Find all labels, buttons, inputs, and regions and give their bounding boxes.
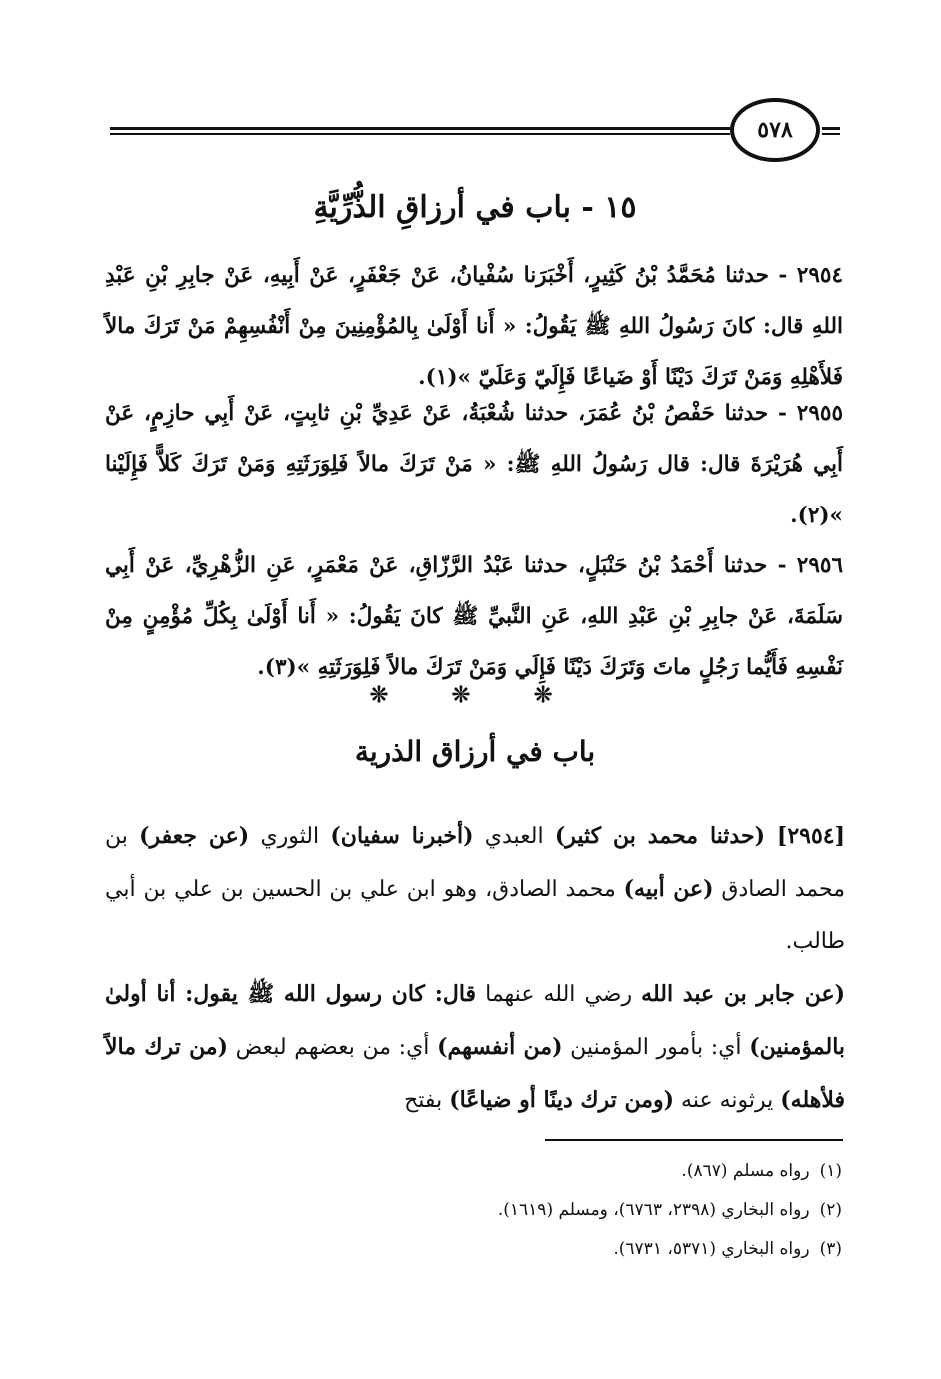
footnote-3 (110, 1230, 842, 1269)
commentary-text: بن محمد الصادق (105, 824, 845, 902)
footnotes (110, 1152, 842, 1269)
commentary-text: العبدي (473, 824, 555, 849)
commentary-quote: (أخبرنا سفيان) (330, 823, 474, 849)
commentary-quote: [٢٩٥٤] (حدثنا محمد بن كثير) (554, 823, 845, 849)
hadith-2955: ٢٩٥٥ - حدثنا حَفْصُ بْنُ عُمَرَ، حدثنا شُعْبَةُ، عَنْ عَدِيِّ بْنِ ثابِتٍ، عَنْ أَبِي حازِمٍ، عَنْ أَبِي هُرَيْرَةَ قال: قال رَسُولُ اللهِ ﷺ: « مَنْ تَرَكَ مالاً فَلِوَرَثَتِهِ وَمَنْ تَرَكَ كَلاًّ فَإِلَيْنا »(٢). (105, 401, 843, 528)
commentary-quote: (عن أبيه) (623, 876, 714, 902)
footnote-mark: (٣) (819, 1239, 842, 1259)
footnote-text: رواه البخاري (٥٣٧١، ٦٧٣١). (613, 1239, 810, 1259)
footnote-text: رواه البخاري (٢٣٩٨، ٦٧٦٣)، ومسلم (١٦١٩). (497, 1200, 810, 1220)
header-rule-tail (822, 127, 840, 130)
footnote-text: رواه مسلم (٨٦٧). (681, 1161, 810, 1181)
footnote-2 (110, 1191, 842, 1230)
commentary-quote: قال: كان رسول الله ﷺ يقول: أنا أولىٰ بالمؤمنين) (105, 981, 846, 1060)
header-rule-tail-thin (822, 133, 840, 135)
commentary-text: رضي الله عنهما (476, 982, 642, 1007)
commentary-text: بفتح (404, 1088, 450, 1113)
page-number: ٥٧٨ (730, 98, 820, 162)
commentary-text: محمد الصادق، وهو ابن علي بن الحسين بن علي بن أبي طالب. (105, 877, 845, 954)
commentary-title: باب في أرزاق الذرية (354, 735, 596, 768)
footnote-1 (110, 1152, 842, 1191)
commentary-quote: (من أنفسهم) (437, 1034, 563, 1060)
commentary-quote: (عن جابر بن عبد الله (641, 981, 846, 1007)
commentary-text: أي: من بعضهم لبعض (228, 1035, 438, 1060)
commentary-quote: (من ترك مالاً فلأهله) (105, 1034, 845, 1113)
header-rule-thin (110, 133, 730, 135)
commentary-paragraph-1 (105, 810, 845, 968)
footnote-mark: (١) (819, 1161, 842, 1181)
hadith-2954: ٢٩٥٤ - حدثنا مُحَمَّدُ بْنُ كَثِيرٍ، أَخْبَرَنا سُفْيانُ، عَنْ جَعْفَرٍ، عَنْ أَبِيهِ، عَنْ جابِرِ بْنِ عَبْدِ اللهِ قال: كانَ رَسُولُ اللهِ ﷺ يَقُولُ: « أَنا أَوْلَىٰ بِالمُؤْمِنِينَ مِنْ أَنْفُسِهِمْ مَنْ تَرَكَ مالاً فَلأَهْلِهِ وَمَنْ تَرَكَ دَيْنًا أَوْ ضَياعًا فَإِلَيّ وَعَلَيّ »(١). (105, 263, 843, 390)
commentary-text: يرثونه عنه (674, 1088, 781, 1113)
chapter-title: ١٥ - باب في أرزاقِ الذُّرِّيَّةِ (313, 190, 637, 225)
commentary-text: الثوري (249, 824, 331, 849)
footnote-rule (545, 1139, 843, 1141)
commentary-paragraph-2 (105, 968, 845, 1127)
commentary-text: أي: بأمور المؤمنين (562, 1035, 750, 1060)
footnote-mark: (٢) (819, 1200, 842, 1220)
section-separator: ❊ ❊ ❊ (369, 682, 581, 708)
commentary-quote: (عن جعفر) (139, 823, 250, 849)
hadith-2956: ٢٩٥٦ - حدثنا أَحْمَدُ بْنُ حَنْبَلٍ، حدثنا عَبْدُ الرَّزّاقِ، عَنْ مَعْمَرٍ، عَنِ الزُّهْرِيِّ، عَنْ أَبِي سَلَمَةَ، عَنْ جابِرِ بْنِ عَبْدِ اللهِ، عَنِ النَّبيِّ ﷺ كانَ يَقُولُ: « أَنا أَوْلَىٰ بِكُلِّ مُؤْمِنٍ مِنْ نَفْسِهِ فَأَيُّما رَجُلٍ ماتَ وَتَرَكَ دَيْنًا فَإِلَي وَمَنْ تَرَكَ مالاً فَلِوَرَثَتِهِ »(٣). (105, 553, 843, 680)
header-rule (110, 127, 730, 130)
commentary-quote: (ومن ترك دينًا أو ضياعًا) (449, 1087, 675, 1113)
